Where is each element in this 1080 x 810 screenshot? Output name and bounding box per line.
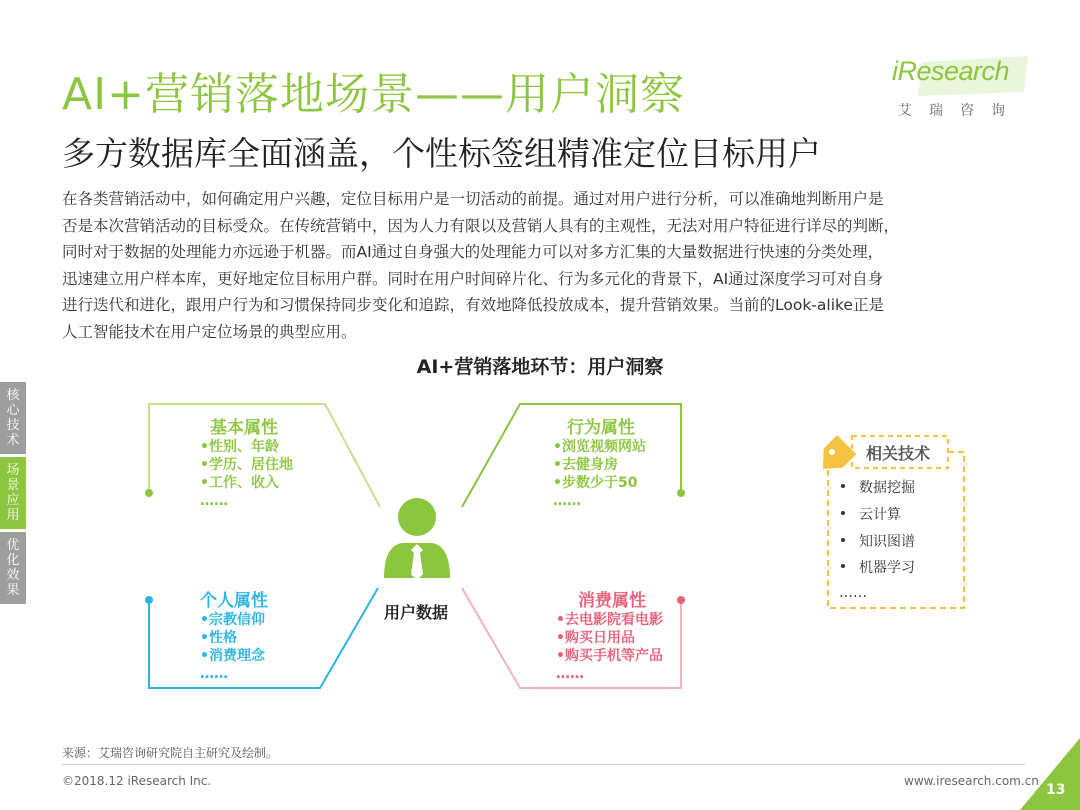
tech-bullet <box>841 538 845 542</box>
copyright: ©2018.12 iResearch Inc. <box>62 774 212 788</box>
tech-bullet <box>841 484 845 488</box>
source-note: 来源：艾瑞咨询研究院自主研究及绘制。 <box>62 746 279 760</box>
tech-bullet <box>841 564 845 568</box>
intro-line: 同时对于数据的处理能力亦远逊于机器。而AI通过自身强大的处理能力可以对多方汇集的大量数据进行快速的分类处理， <box>62 243 884 261</box>
box-item: …… <box>556 666 584 682</box>
connector-dot <box>677 596 685 604</box>
box-item: •去电影院看电影 <box>556 612 663 628</box>
box-item: •学历、居住地 <box>200 457 293 473</box>
box-item: •步数少于50 <box>553 475 638 491</box>
box-personal-attributes <box>200 586 268 683</box>
tech-more: …… <box>839 585 867 601</box>
tech-title: 相关技术 <box>866 444 931 463</box>
connector-dot <box>145 596 153 604</box>
side-tab-label: 核心技术 <box>6 388 20 448</box>
logo-word: iResearch <box>892 56 1010 86</box>
box-item: •购买手机等产品 <box>556 648 663 664</box>
website-link[interactable]: www.iresearch.com.cn <box>904 774 1039 788</box>
logo-subtitle: 艾瑞咨询 <box>898 103 1022 119</box>
tech-item: 云计算 <box>859 507 901 523</box>
side-tab-label: 优化效果 <box>6 538 20 598</box>
connector-dot <box>677 489 685 497</box>
box-title: 基本属性 <box>210 418 278 438</box>
connector-dot <box>145 489 153 497</box>
tech-item: 知识图谱 <box>859 534 915 550</box>
box-item: …… <box>200 666 228 682</box>
intro-line: 在各类营销活动中，如何确定用户兴趣，定位目标用户是一切活动的前提。通过对用户进行分析，可以准确地判断用户是 <box>62 190 884 208</box>
intro-line: 进行迭代和进化，跟用户行为和习惯保持同步变化和追踪，有效地降低投放成本，提升营销效果。当前的Look-alike正是 <box>62 296 884 314</box>
page-title: AI+营销落地场景——用户洞察 <box>62 69 685 120</box>
box-title: 行为属性 <box>567 418 635 438</box>
tech-item: 数据挖掘 <box>859 480 915 496</box>
side-tab-label: 场景应用 <box>6 463 20 523</box>
tech-item: 机器学习 <box>859 560 915 576</box>
footer-divider <box>62 764 1025 765</box>
box-item: …… <box>200 493 228 509</box>
box-behavior-attributes <box>553 413 646 510</box>
intro-line: 否是本次营销活动的目标受众。在传统营销中，因为人力有限以及营销人具有的主观性，无法对用户特征进行详尽的判断， <box>62 216 900 235</box>
intro-line: 迅速建立用户样本库，更好地定位目标用户群。同时在用户时间碎片化、行为多元化的背景下，AI通过深度学习可对自身 <box>62 269 884 288</box>
box-item: •购买日用品 <box>556 630 635 646</box>
box-item: …… <box>553 493 581 509</box>
page-subtitle: 多方数据库全面涵盖，个性标签组精准定位目标用户 <box>62 134 821 173</box>
box-item: •性格 <box>200 630 237 646</box>
intro-line: 人工智能技术在用户定位场景的典型应用。 <box>62 322 357 341</box>
box-consumption-attributes <box>556 586 663 683</box>
box-title: 个人属性 <box>200 591 268 611</box>
box-item: •浏览视频网站 <box>553 439 646 455</box>
tag-icon <box>813 435 856 478</box>
diagram-title: AI+营销落地环节：用户洞察 <box>416 356 664 378</box>
box-item: •工作、收入 <box>200 475 279 491</box>
box-basic-attributes <box>200 413 293 510</box>
tech-bullet <box>841 511 845 515</box>
box-item: •宗教信仰 <box>200 612 265 628</box>
box-item: •去健身房 <box>553 457 618 473</box>
box-item: •消费理念 <box>200 648 265 664</box>
center-label: 用户数据 <box>384 603 449 622</box>
box-item: •性别、年龄 <box>200 439 279 455</box>
user-icon <box>384 498 450 580</box>
box-title: 消费属性 <box>578 591 646 611</box>
page-number: 13 <box>1046 782 1066 798</box>
